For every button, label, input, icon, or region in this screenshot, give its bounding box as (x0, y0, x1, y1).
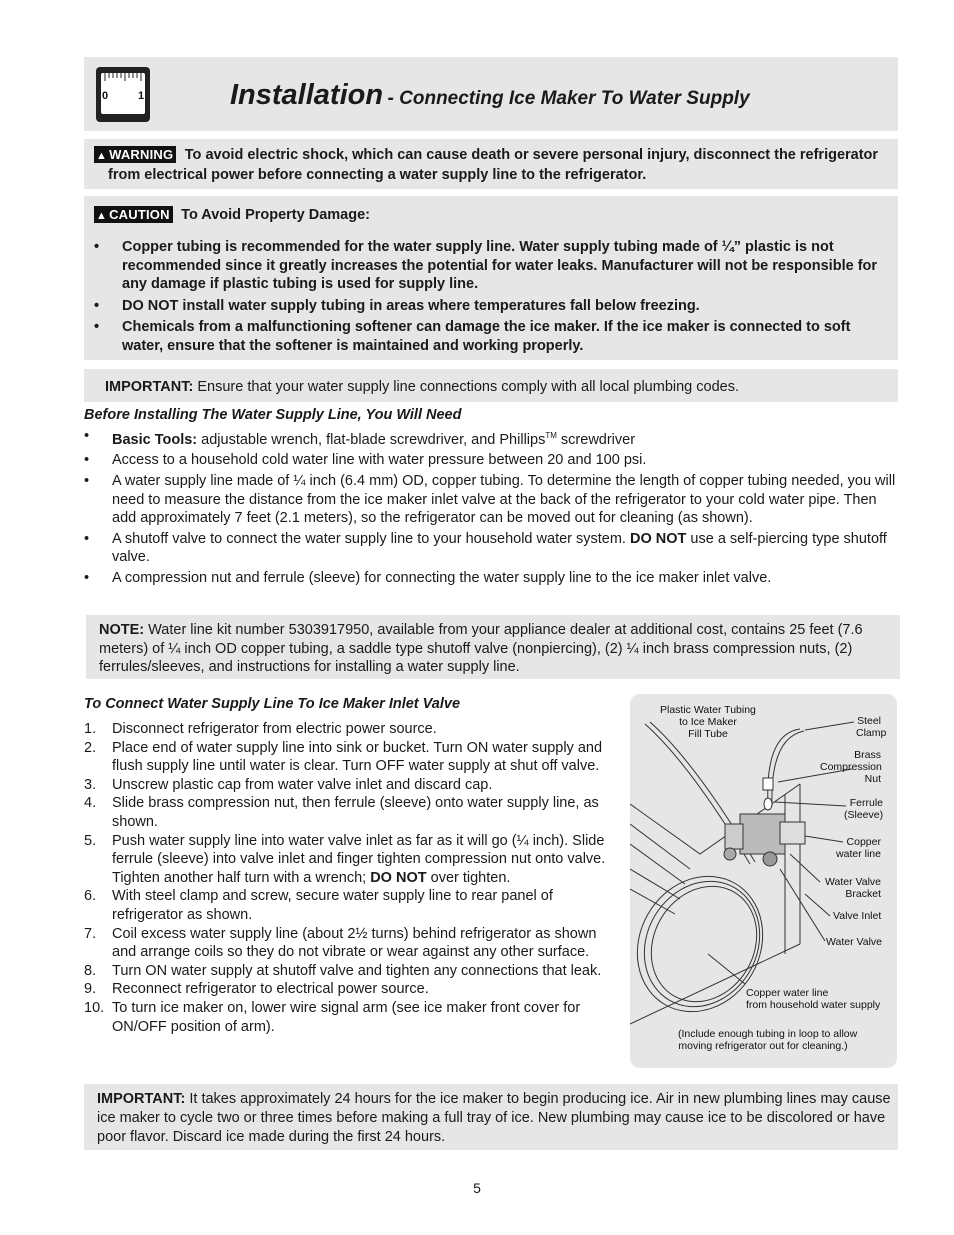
warning-text-line1: To avoid electric shock, which can cause death or severe personal injury, disconnect the refrigerator (184, 147, 879, 163)
note-label: NOTE: (99, 622, 145, 638)
important-label: IMPORTANT: (105, 379, 194, 395)
important-text: Ensure that your water supply line connections comply with all local plumbing codes. (197, 379, 739, 395)
list-item: 2. Place end of water supply line into sink or bucket. Turn ON water supply and flush supply line until water is clear. Turn OFF water supply at shut off valve. (84, 739, 603, 775)
label-water-valve: Water Valve (826, 936, 883, 948)
important-box (84, 369, 898, 402)
alert-triangle-icon: ▲ (96, 210, 108, 223)
list-item: 3. Unscrew plastic cap from water valve inlet and discard cap. (84, 776, 493, 793)
list-item: • Basic Tools: adjustable wrench, flat-blade screwdriver, and Phillips™ screwdriver (84, 428, 636, 448)
label-steel-clamp: Steel Clamp (856, 715, 887, 739)
label-valve-inlet: Valve Inlet (833, 910, 882, 922)
title-sub: - Connecting Ice Maker To Water Supply (387, 88, 750, 109)
list-item: • Chemicals from a malfunctioning softener can damage the ice maker. If the ice maker is connected to soft water, ensure that the softener is maintained and working properly. (94, 319, 851, 354)
list-item: 4. Slide brass compression nut, then ferrule (sleeve) onto water supply line, as shown. (84, 795, 599, 830)
list-item: 9. Reconnect refrigerator to electrical power source. (84, 981, 429, 998)
note-box (86, 615, 900, 679)
list-item: • A water supply line made of ¼ inch (6.4 mm) OD, copper tubing. To determine the length of copper tubing needed, you will need to measure the distance from the ice maker inlet valve at the back of the refrigerator to your cold water pipe. Then add approximately 7 feet (2.1 meters), so the refrigerator can be moved out for cleaning (as shown). (84, 473, 896, 527)
list-item: 10. To turn ice maker on, lower wire signal arm (see ice maker front cover for ON/OFF position of arm). (84, 999, 581, 1035)
important2-label: IMPORTANT: (97, 1091, 186, 1107)
ruler-zero: 0 (102, 90, 109, 102)
connect-steps (84, 720, 620, 1036)
caution-list (94, 238, 894, 356)
connect-heading: To Connect Water Supply Line To Ice Maker Inlet Valve (84, 696, 461, 712)
header-banner (84, 57, 898, 131)
page-number: 5 (473, 1180, 481, 1196)
caution-badge-label: CAUTION (109, 207, 170, 223)
warning-badge-label: WARNING (109, 147, 174, 163)
need-heading: Before Installing The Water Supply Line, You Will Need (84, 407, 462, 423)
ruler-one: 1 (138, 90, 145, 102)
list-item: • DO NOT install water supply tubing in areas where temperatures fall below freezing. (94, 297, 700, 314)
label-fill-tube: Plastic Water Tubing to Ice Maker Fill Tube (660, 704, 756, 740)
warning-badge (94, 146, 176, 163)
list-item: 6. With steel clamp and screw, secure water supply line to rear panel of refrigerator as shown. (84, 888, 553, 923)
caution-box (84, 196, 898, 360)
list-item: • Access to a household cold water line with water pressure between 20 and 100 psi. (84, 452, 647, 469)
list-item: 5. Push water supply line into water valve inlet as far as it will go (¼ inch). Slide ferrule (sleeve) into valve inlet and finger tighten compression nut onto valve. Tighten another half turn with a wrench; DO NOT over tighten. (84, 832, 606, 886)
alert-triangle-icon: ▲ (96, 150, 108, 163)
list-item: 1. Disconnect refrigerator from electric power source. (84, 721, 437, 737)
list-item: • Copper tubing is recommended for the water supply line. Water supply tubing made of ¼” plastic is not recommended since it greatly increases the potential for water leaks. Manufacturer will not be responsible for any damage if plastic tubing is used for supply line. (94, 239, 878, 293)
title-main: Installation (230, 79, 384, 111)
label-valve-bracket: Water Valve Bracket (824, 876, 881, 900)
label-brass-nut: Brass Compression Nut (820, 749, 882, 785)
page-title (230, 79, 750, 112)
diagram-caption: (Include enough tubing in loop to allow moving refrigerator out for cleaning.) (678, 1028, 858, 1052)
caution-heading: To Avoid Property Damage: (181, 207, 370, 223)
ruler-icon (96, 67, 150, 122)
label-copper-line: Copper water line (836, 836, 881, 860)
caution-badge (94, 206, 173, 223)
list-item: 7. Coil excess water supply line (about 2½ turns) behind refrigerator as shown and arrange coils so they do not vibrate or wear against any other surface. (84, 925, 597, 961)
list-item: 8. Turn ON water supply at shutoff valve and tighten any connections that leak. (84, 962, 602, 979)
warning-text-line2: from electrical power before connecting a water supply line to the refrigerator. (108, 167, 647, 183)
list-item: • A shutoff valve to connect the water supply line to your household water system. DO NOT use a self-piercing type shutoff valve. (84, 530, 887, 566)
label-ferrule: Ferrule (Sleeve) (844, 797, 884, 821)
note-text: Water line kit number 5303917950, available from your appliance dealer at additional cost, contains 25 feet (7.6 meters) of ¼ inch OD copper tubing, a saddle type shutoff valve (nonpiercing), (2) ¼ inch brass compression nuts, (2) ferrules/sleeves, and instructions for installing a water supply line. (99, 622, 863, 676)
important-box-2 (84, 1084, 898, 1150)
warning-box (84, 139, 898, 189)
water-line-diagram (630, 694, 897, 1068)
label-household-line: Copper water line from household water supply (746, 987, 881, 1011)
need-list (84, 427, 900, 588)
important2-text: It takes approximately 24 hours for the ice maker to begin producing ice. Air in new plumbing lines may cause ice maker to cycle two or three times before making a full tray of ice. New plumbing may cause ice to be discolored or have poor flavor. Discard ice made during the first 24 hours. (97, 1091, 891, 1145)
list-item: • A compression nut and ferrule (sleeve) for connecting the water supply line to the ice maker inlet valve. (84, 569, 772, 586)
